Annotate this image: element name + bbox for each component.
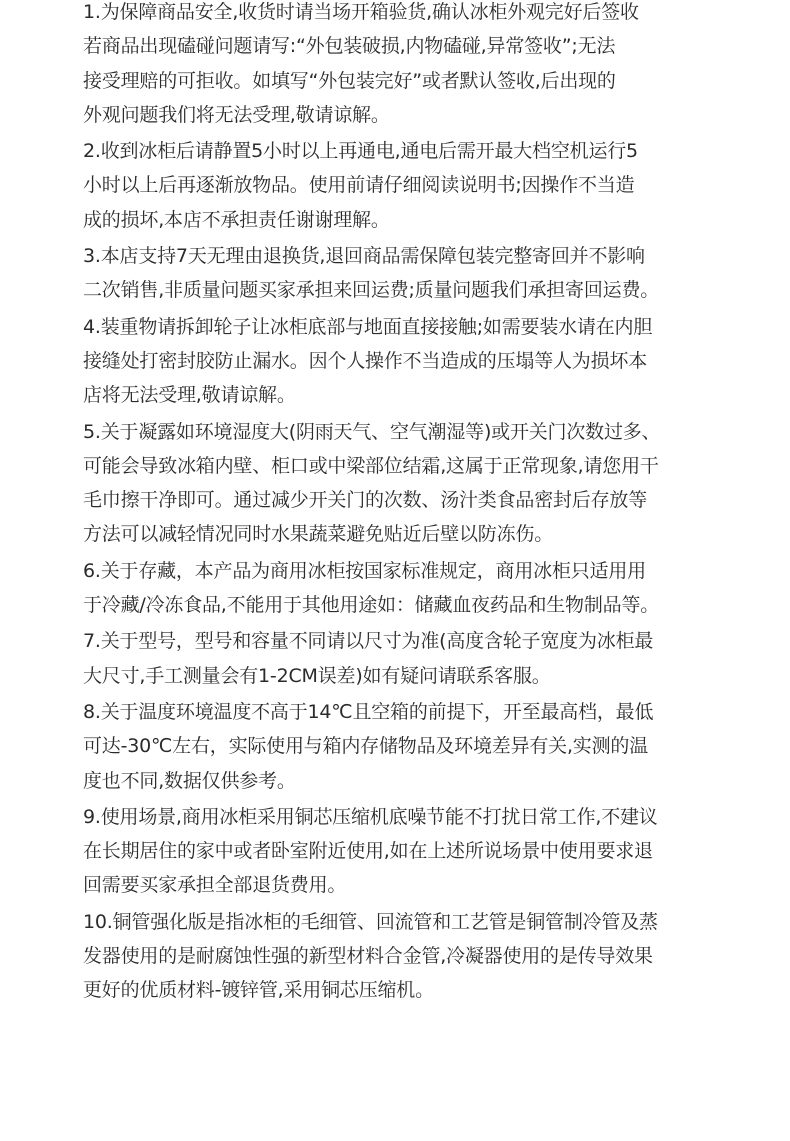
notice-line: 9.使用场景,商用冰柜采用铜芯压缩机底噪节能不打扰日常工作,不建议 xyxy=(83,805,658,828)
notice-line: 可能会导致冰箱内壁、柜口或中梁部位结霜,这属于正常现象,请您用干 xyxy=(83,454,659,477)
notice-item-10 xyxy=(83,905,723,1008)
notice-line: 接受理赔的可拒收。如填写“外包装完好”或者默认签收,后出现的 xyxy=(83,69,616,92)
notice-item-9 xyxy=(83,800,723,903)
notice-line: 若商品出现磕碰问题请写:“外包装破损,内物磕碰,异常签收”;无法 xyxy=(83,35,616,58)
notice-line: 接缝处打密封胶防止漏水。因个人操作不当造成的压塌等人为损坏本 xyxy=(83,349,648,372)
notice-line: 成的损坏,本店不承担责任谢谢理解。 xyxy=(83,208,390,231)
notice-item-6 xyxy=(83,554,723,623)
notice-line: 发器使用的是耐腐蚀性强的新型材料合金管,冷凝器使用的是传导效果 xyxy=(83,945,653,968)
notice-line: 可达-30℃左右，实际使用与箱内存储物品及环境差异有关,实测的温 xyxy=(83,735,649,758)
notice-list xyxy=(83,0,723,1010)
notice-item-4 xyxy=(83,310,723,413)
notice-line: 店将无法受理,敬请谅解。 xyxy=(83,384,296,407)
notice-line: 在长期居住的家中或者卧室附近使用,如在上述所说场景中使用要求退 xyxy=(83,840,653,863)
notice-item-1 xyxy=(83,0,723,132)
notice-line: 7.关于型号，型号和容量不同请以尺寸为准(高度含轮子宽度为冰柜最 xyxy=(83,630,654,653)
notice-line: 4.装重物请拆卸轮子让冰柜底部与地面直接接触;如需要装水请在内胆 xyxy=(83,315,653,338)
notice-item-2 xyxy=(83,134,723,237)
notice-item-3 xyxy=(83,239,723,308)
notice-line: 回需要买家承担全部退货费用。 xyxy=(83,874,347,897)
notice-line: 6.关于存藏，本产品为商用冰柜按国家标准规定，商用冰柜只适用用 xyxy=(83,559,646,582)
notice-line: 方法可以减轻情况同时水果蔬菜避免贴近后壁以防冻伤。 xyxy=(83,523,554,546)
notice-line: 8.关于温度环境温度不高于14℃且空箱的前提下，开至最高档，最低 xyxy=(83,700,654,723)
notice-line: 5.关于凝露如环境湿度大(阴雨天气、空气潮湿等)或开关门次数过多、 xyxy=(83,420,661,443)
notice-line: 大尺寸,手工测量会有1-2CM误差)如有疑问请联系客服。 xyxy=(83,664,551,687)
notice-item-7 xyxy=(83,624,723,693)
notice-line: 1.为保障商品安全,收货时请当场开箱验货,确认冰柜外观完好后签收 xyxy=(83,1,639,23)
notice-line: 毛巾擦干净即可。通过减少开关门的次数、汤汁类食品密封后存放等 xyxy=(83,489,648,512)
notice-line: 10.铜管强化版是指冰柜的毛细管、回流管和工艺管是铜管制冷管及蒸 xyxy=(83,910,658,933)
notice-line: 小时以上后再逐渐放物品。使用前请仔细阅读说明书;因操作不当造 xyxy=(83,174,635,197)
notice-line: 更好的优质材料-镀锌管,采用铜芯压缩机。 xyxy=(83,979,434,1002)
notice-line: 于冷藏/冷冻食品,不能用于其他用途如：储藏血夜药品和生物制品等。 xyxy=(83,594,660,617)
notice-line: 度也不同,数据仅供参考。 xyxy=(83,769,296,792)
notice-line: 2.收到冰柜后请静置5小时以上再通电,通电后需开最大档空机运行5 xyxy=(83,140,638,163)
notice-item-5 xyxy=(83,415,723,552)
notice-line: 二次销售,非质量问题买家承担来回运费;质量问题我们承担寄回运费。 xyxy=(83,279,660,302)
notice-line: 3.本店支持7天无理由退换货,退回商品需保障包装完整寄回并不影响 xyxy=(83,245,645,268)
notice-item-8 xyxy=(83,695,723,798)
notice-line: 外观问题我们将无法受理,敬请谅解。 xyxy=(83,103,390,126)
